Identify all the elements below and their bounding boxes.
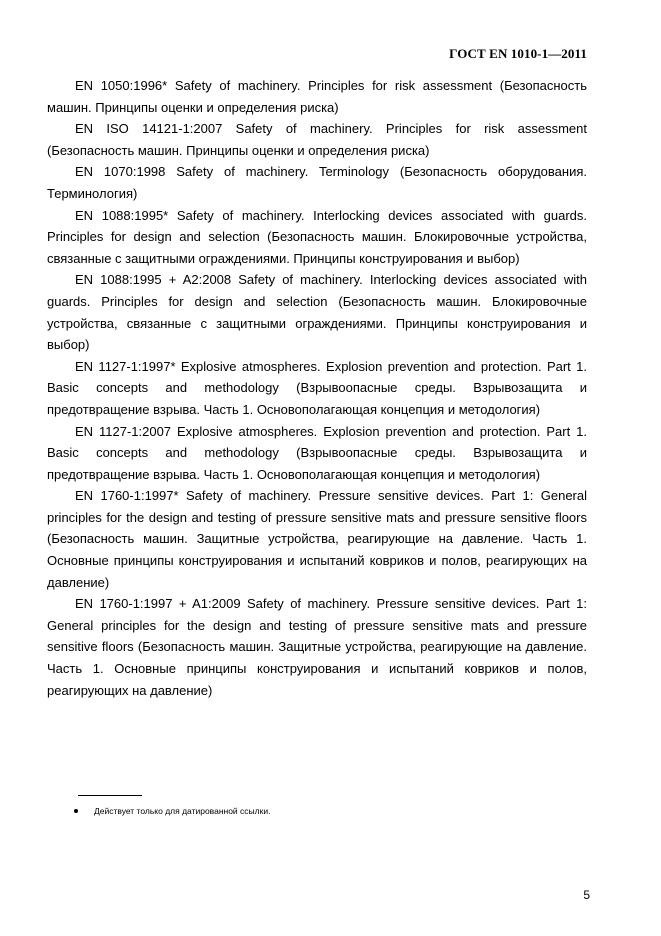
reference-item: EN 1127-1:1997* Explosive atmospheres. Explosion prevention and protection. Part 1. Basic concepts and methodology (Взрывоопасные среды. Взрывозащита и предотвращение взрыва. Часть 1. Основополагающая концепция и методология): [47, 358, 587, 417]
reference-item: EN 1127-1:2007 Explosive atmospheres. Explosion prevention and protection. Part 1. Basic concepts and methodology (Взрывоопасные среды. Взрывозащита и предотвращение взрыва. Часть 1. Основополагающая концепция и методология): [47, 423, 587, 482]
reference-item: EN 1088:1995 + A2:2008 Safety of machinery. Interlocking devices associated with guards. Principles for design and selection (Безопасность машин. Блокировочные устройства, связанные с защитными ограждениями. Принципы конструирования и выбор): [47, 272, 587, 353]
reference-item: EN 1760-1:1997* Safety of machinery. Pressure sensitive devices. Part 1: General principles for the design and testing of pressure sensitive mats and pressure sensitive floors (Безопасность машин. Защитные устройства, реагирующие на давление. Часть 1. Основные принципы конструирования и испытаний ковриков и полов, реагирующих на давление): [47, 488, 587, 590]
footnote: [74, 806, 270, 816]
page-number: 5: [583, 888, 590, 902]
footnote-text: Действует только для датированной ссылки.: [94, 806, 271, 816]
references-list: [47, 75, 587, 701]
document-header: ГОСТ EN 1010-1—2011: [449, 46, 587, 61]
reference-item: EN 1088:1995* Safety of machinery. Interlocking devices associated with guards. Principles for design and selection (Безопасность машин. Блокировочные устройства, связанные с защитными ограждениями. Принципы конструирования и выбор): [47, 207, 587, 266]
reference-item: EN 1050:1996* Safety of machinery. Principles for risk assessment (Безопасность машин. Принципы оценки и определения риска): [47, 78, 587, 115]
reference-item: EN 1760-1:1997 + A1:2009 Safety of machinery. Pressure sensitive devices. Part 1: General principles for the design and testing of pressure sensitive mats and pressure sensitive floors (Безопасность машин. Защитные устройства, реагирующие на давление. Часть 1. Основные принципы конструирования и испытаний ковриков и полов, реагирующих на давление): [47, 596, 587, 698]
reference-item: EN 1070:1998 Safety of machinery. Terminology (Безопасность оборудования. Терминология): [47, 164, 587, 201]
reference-item: EN ISO 14121-1:2007 Safety of machinery. Principles for risk assessment (Безопасность машин. Принципы оценки и определения риска): [47, 121, 587, 158]
footnote-divider: [78, 795, 142, 796]
bullet-icon: [74, 809, 78, 813]
